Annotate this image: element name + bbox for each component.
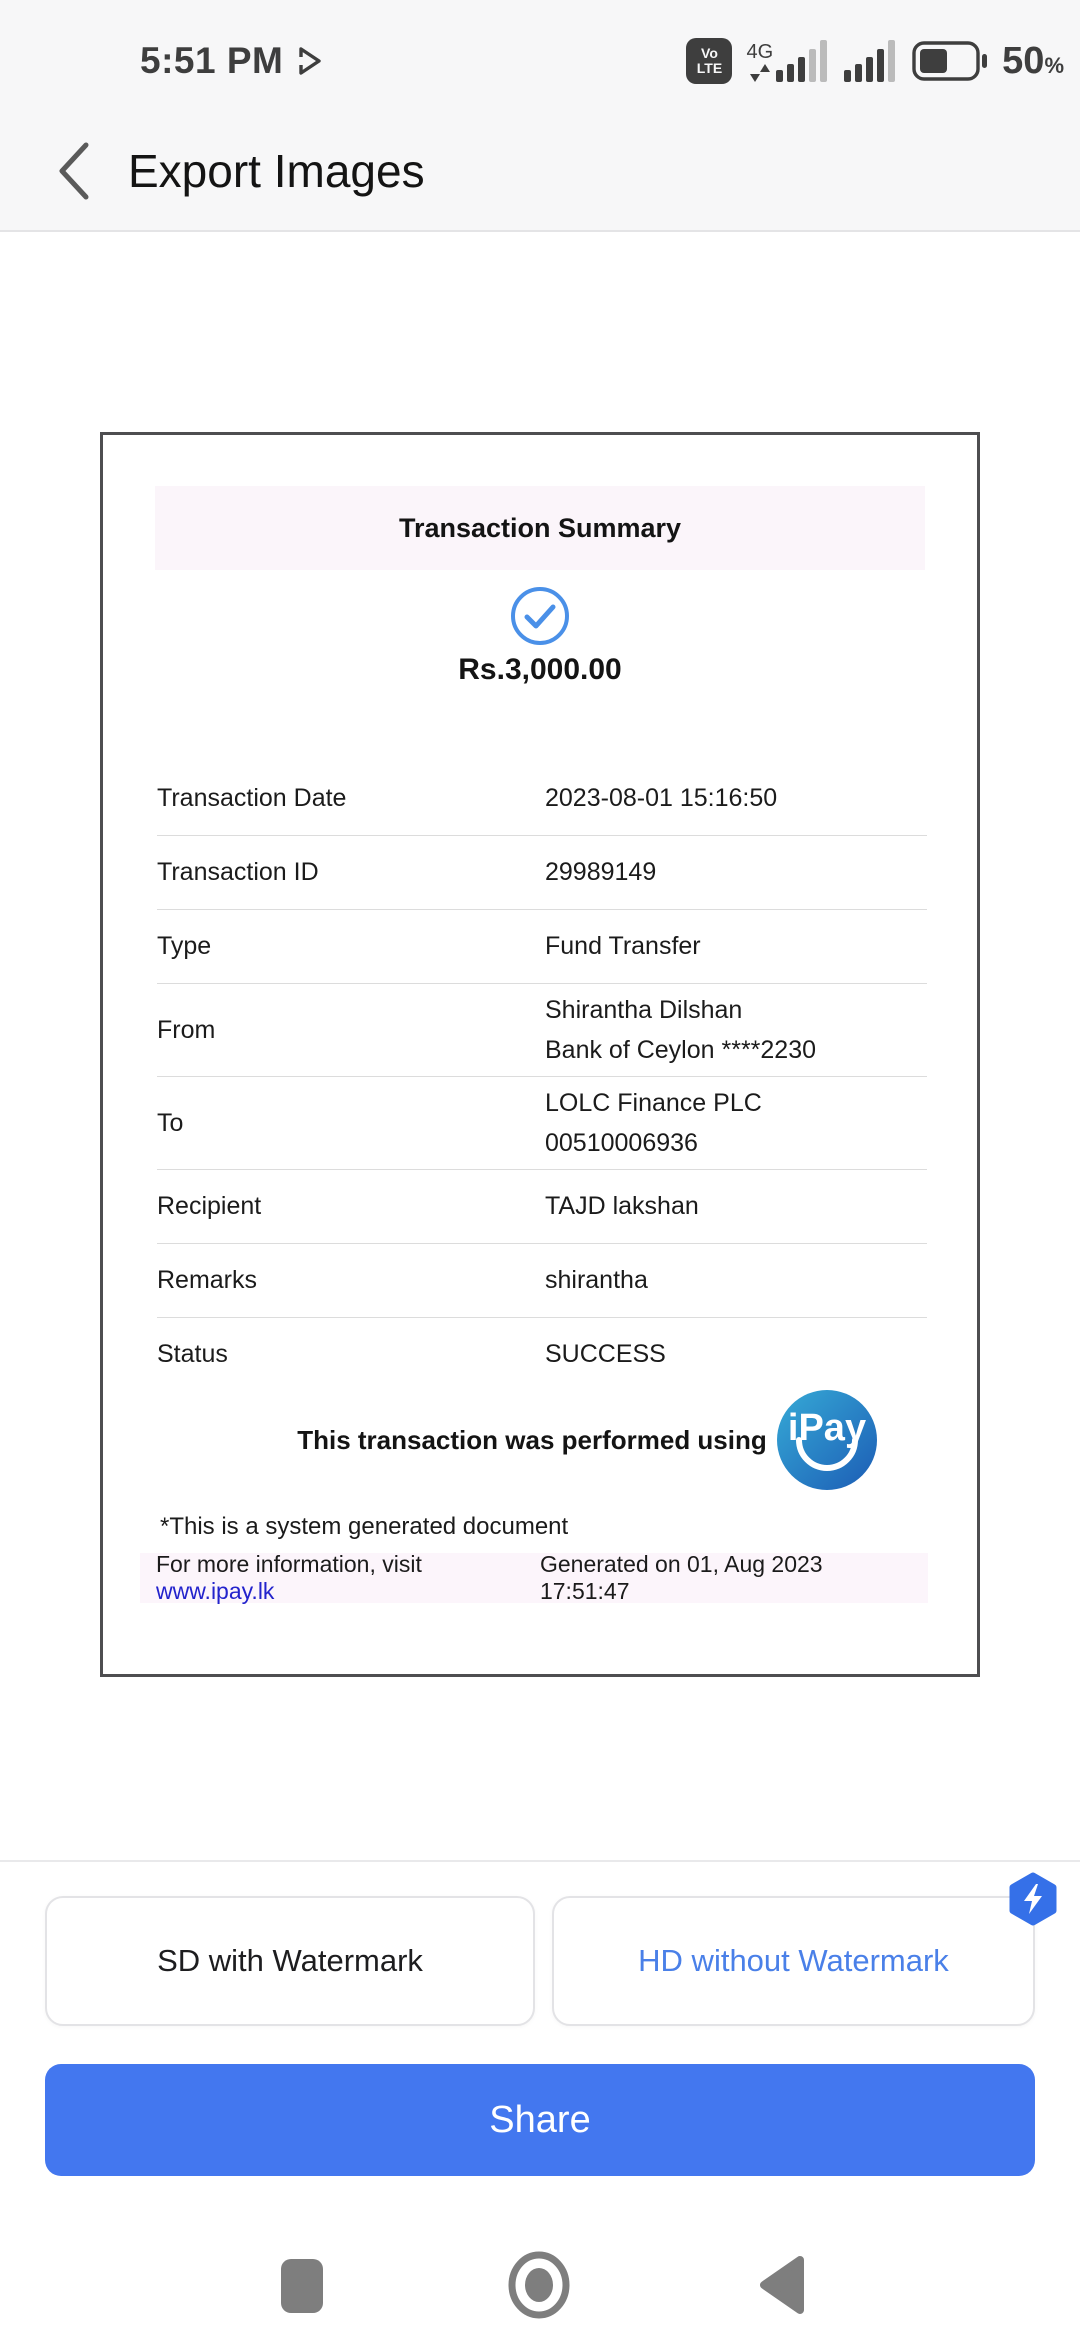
success-check-wrap: [103, 585, 977, 647]
nav-home-icon[interactable]: [506, 2250, 572, 2320]
receipt-footer: [140, 1553, 928, 1603]
row-label: Transaction Date: [157, 784, 347, 812]
table-row: [157, 1077, 927, 1170]
table-row: [157, 910, 927, 984]
transaction-receipt-card: [100, 432, 980, 1677]
success-check-icon: [509, 585, 571, 647]
battery-percent-sym: %: [1044, 52, 1064, 78]
row-value: TAJD lakshan: [545, 1192, 699, 1220]
row-label: To: [157, 1108, 184, 1137]
row-value: 29989149: [545, 858, 657, 886]
volte-icon: [686, 38, 732, 84]
hd-option-label: HD without Watermark: [638, 1943, 949, 1978]
panel-divider: [0, 1860, 1080, 1862]
row-value: 2023-08-01 15:16:50: [545, 784, 778, 812]
app-bar: [0, 112, 1080, 230]
summary-title: Transaction Summary: [398, 512, 682, 543]
row-label: Transaction ID: [157, 858, 319, 886]
signal-bars-icon-2: [844, 40, 898, 82]
network-type-label: 4G: [746, 41, 774, 63]
row-label: Remarks: [157, 1266, 258, 1294]
signal-sim1: [746, 40, 830, 82]
battery-percent: [1002, 40, 1064, 83]
row-value-line1: Shirantha Dilshan: [545, 996, 743, 1024]
ipay-logo-text: iPay: [787, 1407, 866, 1449]
ipay-logo: [775, 1388, 879, 1492]
chevron-left-icon: [54, 141, 94, 201]
table-row: [157, 1318, 927, 1391]
status-icons: [686, 38, 1064, 84]
share-button[interactable]: [45, 2064, 1035, 2176]
screen-record-play-icon: [297, 46, 323, 76]
table-row: [157, 762, 927, 836]
top-header-block: [0, 0, 1080, 232]
table-row: [157, 984, 927, 1077]
status-bar: [0, 0, 1080, 112]
back-button[interactable]: [34, 131, 114, 211]
battery-percent-num: 50: [1002, 39, 1045, 82]
row-label: Status: [157, 1340, 228, 1368]
signal-bars-icon-1: [776, 40, 830, 82]
volte-line2: LTE: [696, 60, 723, 76]
volte-line1: Vo: [701, 45, 718, 62]
performed-using-line: [103, 1387, 977, 1493]
system-generated-note: *This is a system generated document: [160, 1513, 569, 1540]
row-label: From: [157, 1015, 216, 1044]
row-value: [545, 1083, 762, 1163]
row-value: [545, 990, 816, 1070]
table-row: [157, 1170, 927, 1244]
ipay-link[interactable]: www.ipay.lk: [156, 1578, 275, 1604]
row-value: Fund Transfer: [545, 932, 701, 960]
share-button-label: Share: [489, 2098, 591, 2141]
clock-text: 5:51 PM: [140, 40, 284, 81]
hd-without-watermark-option[interactable]: [552, 1896, 1035, 2026]
nav-back-icon[interactable]: [754, 2254, 808, 2316]
nav-recents-icon[interactable]: [280, 2258, 324, 2314]
table-row: [157, 836, 927, 910]
page-title: Export Images: [128, 145, 425, 197]
row-label: Recipient: [157, 1192, 262, 1220]
premium-lightning-badge-icon: [1008, 1872, 1058, 1926]
footer-info: [156, 1551, 540, 1605]
footer-info-prefix: For more information, visit: [156, 1551, 422, 1577]
row-value-line1: LOLC Finance PLC: [545, 1089, 762, 1117]
generated-timestamp: Generated on 01, Aug 2023 17:51:47: [539, 1551, 823, 1604]
battery-icon: [912, 41, 988, 81]
transaction-details-table: [157, 762, 927, 1391]
row-value-line2: 00510006936: [545, 1129, 698, 1157]
row-value: shirantha: [545, 1266, 648, 1294]
row-value: SUCCESS: [545, 1340, 666, 1368]
row-value-line2: Bank of Ceylon ****2230: [545, 1036, 817, 1064]
row-label: Type: [157, 932, 212, 960]
table-row: [157, 1244, 927, 1318]
sd-option-label: SD with Watermark: [157, 1943, 423, 1978]
sd-with-watermark-option[interactable]: [45, 1896, 535, 2026]
summary-header-strip: [155, 486, 925, 570]
data-arrows-icon: [750, 64, 770, 82]
performed-using-text: This transaction was performed using: [297, 1424, 767, 1455]
transaction-amount: Rs.3,000.00: [458, 653, 622, 686]
